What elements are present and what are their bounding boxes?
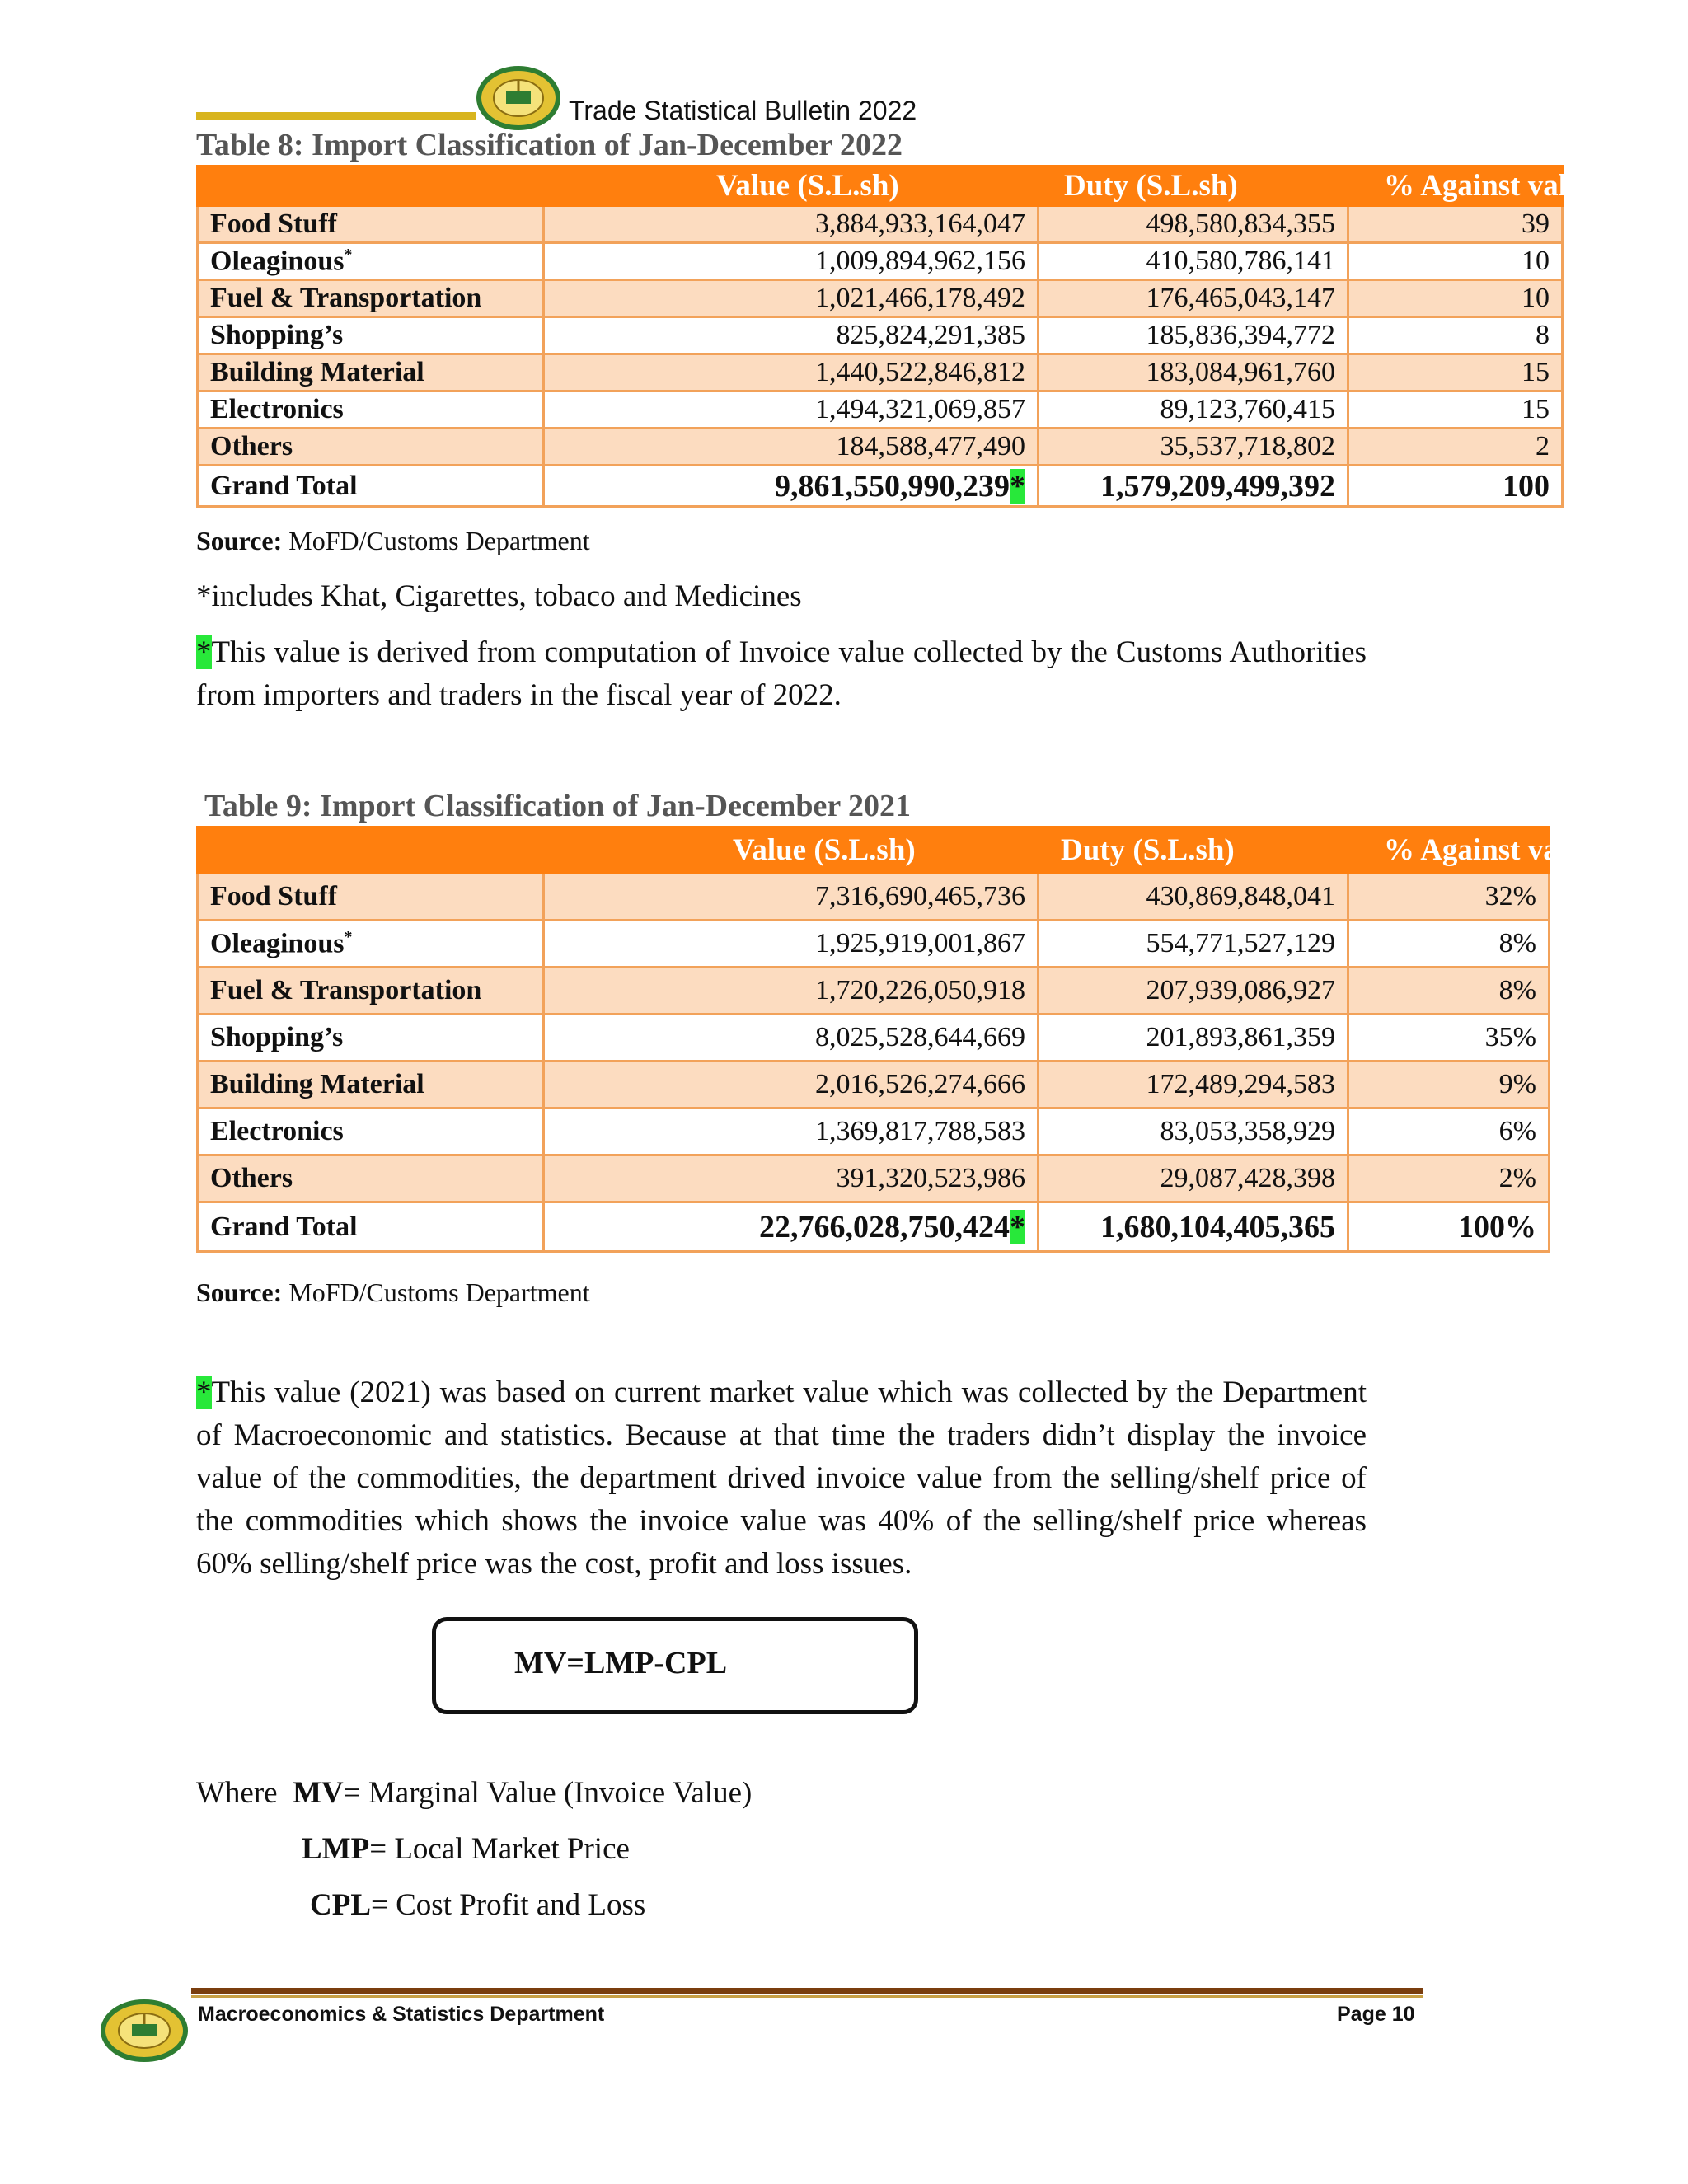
category-cell: Building Material bbox=[198, 1062, 544, 1108]
value-cell: 1,369,817,788,583 bbox=[544, 1108, 1039, 1155]
category-cell: Others bbox=[198, 429, 544, 466]
category-cell: Fuel & Transportation bbox=[198, 280, 544, 317]
value-cell: 391,320,523,986 bbox=[544, 1155, 1039, 1202]
table-row bbox=[198, 280, 1563, 317]
duty-cell: 185,836,394,772 bbox=[1039, 317, 1348, 354]
highlight-asterisk: * bbox=[196, 1376, 212, 1409]
category-cell: Oleaginous* bbox=[198, 921, 544, 968]
percent-cell: 8% bbox=[1348, 968, 1550, 1015]
category-cell: Building Material bbox=[198, 354, 544, 391]
duty-cell: 89,123,760,415 bbox=[1039, 391, 1348, 429]
percent-cell: 39 bbox=[1348, 206, 1563, 243]
table-row bbox=[198, 1108, 1550, 1155]
duty-cell: 410,580,786,141 bbox=[1039, 243, 1348, 280]
footer-rule-accent bbox=[191, 1995, 1423, 1998]
value-cell: 2,016,526,274,666 bbox=[544, 1062, 1039, 1108]
duty-cell: 498,580,834,355 bbox=[1039, 206, 1348, 243]
table-header-row bbox=[198, 166, 1563, 206]
category-cell: Oleaginous* bbox=[198, 243, 544, 280]
percent-cell: 10 bbox=[1348, 280, 1563, 317]
footer-rule bbox=[191, 1988, 1423, 1994]
percent-cell: 8% bbox=[1348, 921, 1550, 968]
table-row bbox=[198, 921, 1550, 968]
table-row bbox=[198, 1155, 1550, 1202]
table9 bbox=[196, 826, 1598, 1253]
table8 bbox=[196, 165, 1598, 508]
table-row bbox=[198, 1062, 1550, 1108]
category-cell: Food Stuff bbox=[198, 206, 544, 243]
percent-cell: 100% bbox=[1348, 1202, 1550, 1252]
percent-cell: 6% bbox=[1348, 1108, 1550, 1155]
table-row bbox=[198, 968, 1550, 1015]
highlight-asterisk: * bbox=[196, 635, 212, 669]
percent-cell: 10 bbox=[1348, 243, 1563, 280]
duty-cell: 554,771,527,129 bbox=[1039, 921, 1348, 968]
duty-cell: 83,053,358,929 bbox=[1039, 1108, 1348, 1155]
value-cell: 7,316,690,465,736 bbox=[544, 874, 1039, 921]
table-row bbox=[198, 874, 1550, 921]
duty-cell: 176,465,043,147 bbox=[1039, 280, 1348, 317]
percent-cell: 9% bbox=[1348, 1062, 1550, 1108]
table9-caption: Table 9: Import Classification of Jan-December 2021 bbox=[204, 789, 912, 823]
duty-cell: 207,939,086,927 bbox=[1039, 968, 1348, 1015]
value-cell: 1,021,466,178,492 bbox=[544, 280, 1039, 317]
footnote-marker: * bbox=[344, 245, 353, 264]
emblem-icon bbox=[101, 1999, 188, 2062]
table-row bbox=[198, 243, 1563, 280]
duty-cell: 172,489,294,583 bbox=[1039, 1062, 1348, 1108]
category-cell: Others bbox=[198, 1155, 544, 1202]
value-cell: 184,588,477,490 bbox=[544, 429, 1039, 466]
value-cell: 1,925,919,001,867 bbox=[544, 921, 1039, 968]
value-cell: 1,440,522,846,812 bbox=[544, 354, 1039, 391]
value-cell: 1,009,894,962,156 bbox=[544, 243, 1039, 280]
category-cell: Shopping’s bbox=[198, 1015, 544, 1062]
derived-value-note: *This value is derived from computation of Invoice value collected by the Customs Authorities from importers and traders in the fiscal year of 2022. bbox=[196, 635, 1367, 712]
column-header: Duty (S.L.sh) bbox=[1039, 166, 1348, 206]
column-header bbox=[198, 827, 544, 874]
percent-cell: 2% bbox=[1348, 1155, 1550, 1202]
duty-cell: 29,087,428,398 bbox=[1039, 1155, 1348, 1202]
emblem-icon bbox=[476, 66, 560, 130]
table8-source: Source: MoFD/Customs Department bbox=[196, 526, 590, 555]
column-header: Value (S.L.sh) bbox=[544, 166, 1039, 206]
category-cell: Shopping’s bbox=[198, 317, 544, 354]
table-row bbox=[198, 354, 1563, 391]
column-header: Duty (S.L.sh) bbox=[1039, 827, 1348, 874]
table-row bbox=[198, 391, 1563, 429]
value-cell: 825,824,291,385 bbox=[544, 317, 1039, 354]
category-cell: Grand Total bbox=[198, 466, 544, 507]
value-cell: 9,861,550,990,239* bbox=[544, 466, 1039, 507]
category-cell: Electronics bbox=[198, 391, 544, 429]
percent-cell: 100 bbox=[1348, 466, 1563, 507]
column-header bbox=[198, 166, 544, 206]
category-cell: Electronics bbox=[198, 1108, 544, 1155]
category-cell: Grand Total bbox=[198, 1202, 544, 1252]
table-header-row bbox=[198, 827, 1550, 874]
duty-cell: 430,869,848,041 bbox=[1039, 874, 1348, 921]
value-cell: 8,025,528,644,669 bbox=[544, 1015, 1039, 1062]
table-row bbox=[198, 206, 1563, 243]
definition-lmp: LMP= Local Market Price bbox=[302, 1832, 630, 1866]
highlight-asterisk: * bbox=[1010, 468, 1025, 504]
table8-caption: Table 8: Import Classification of Jan-December 2022 bbox=[196, 128, 903, 162]
formula: MV=LMP-CPL bbox=[514, 1646, 728, 1680]
table-row bbox=[198, 1015, 1550, 1062]
footnote-marker: * bbox=[344, 927, 353, 946]
market-value-note: *This value (2021) was based on current market value which was collected by the Department of Macroeconomic and statistics. Because at that time the traders didn’t display the invoice value of the commodities, the department drived invoice value from the selling/shelf price of the commodities which shows the invoice value was 40% of the selling/shelf price whereas 60% selling/shelf price was the cost, profit and loss issues. bbox=[196, 1376, 1367, 1581]
column-header: % Against value bbox=[1348, 827, 1550, 874]
duty-cell: 1,579,209,499,392 bbox=[1039, 466, 1348, 507]
duty-cell: 1,680,104,405,365 bbox=[1039, 1202, 1348, 1252]
table-row bbox=[198, 317, 1563, 354]
oleaginous-footnote: *includes Khat, Cigarettes, tobaco and Medicines bbox=[196, 579, 802, 613]
definition-mv: Where MV= Marginal Value (Invoice Value) bbox=[196, 1776, 753, 1810]
percent-cell: 2 bbox=[1348, 429, 1563, 466]
percent-cell: 35% bbox=[1348, 1015, 1550, 1062]
grand-total-row bbox=[198, 1202, 1550, 1252]
table9-source: Source: MoFD/Customs Department bbox=[196, 1277, 590, 1307]
value-cell: 22,766,028,750,424* bbox=[544, 1202, 1039, 1252]
header-accent-bar bbox=[196, 112, 476, 120]
footer-department: Macroeconomics & Statistics Department bbox=[198, 2003, 605, 2026]
value-cell: 3,884,933,164,047 bbox=[544, 206, 1039, 243]
definition-cpl: CPL= Cost Profit and Loss bbox=[310, 1888, 646, 1922]
column-header: Value (S.L.sh) bbox=[544, 827, 1039, 874]
percent-cell: 15 bbox=[1348, 354, 1563, 391]
value-cell: 1,720,226,050,918 bbox=[544, 968, 1039, 1015]
percent-cell: 15 bbox=[1348, 391, 1563, 429]
duty-cell: 35,537,718,802 bbox=[1039, 429, 1348, 466]
bulletin-title: Trade Statistical Bulletin 2022 bbox=[569, 96, 917, 125]
footer-page-number: Page 10 bbox=[1337, 2003, 1415, 2026]
duty-cell: 183,084,961,760 bbox=[1039, 354, 1348, 391]
column-header: % Against value bbox=[1348, 166, 1563, 206]
category-cell: Food Stuff bbox=[198, 874, 544, 921]
percent-cell: 8 bbox=[1348, 317, 1563, 354]
grand-total-row bbox=[198, 466, 1563, 507]
category-cell: Fuel & Transportation bbox=[198, 968, 544, 1015]
duty-cell: 201,893,861,359 bbox=[1039, 1015, 1348, 1062]
value-cell: 1,494,321,069,857 bbox=[544, 391, 1039, 429]
highlight-asterisk: * bbox=[1010, 1209, 1025, 1244]
table-row bbox=[198, 429, 1563, 466]
percent-cell: 32% bbox=[1348, 874, 1550, 921]
